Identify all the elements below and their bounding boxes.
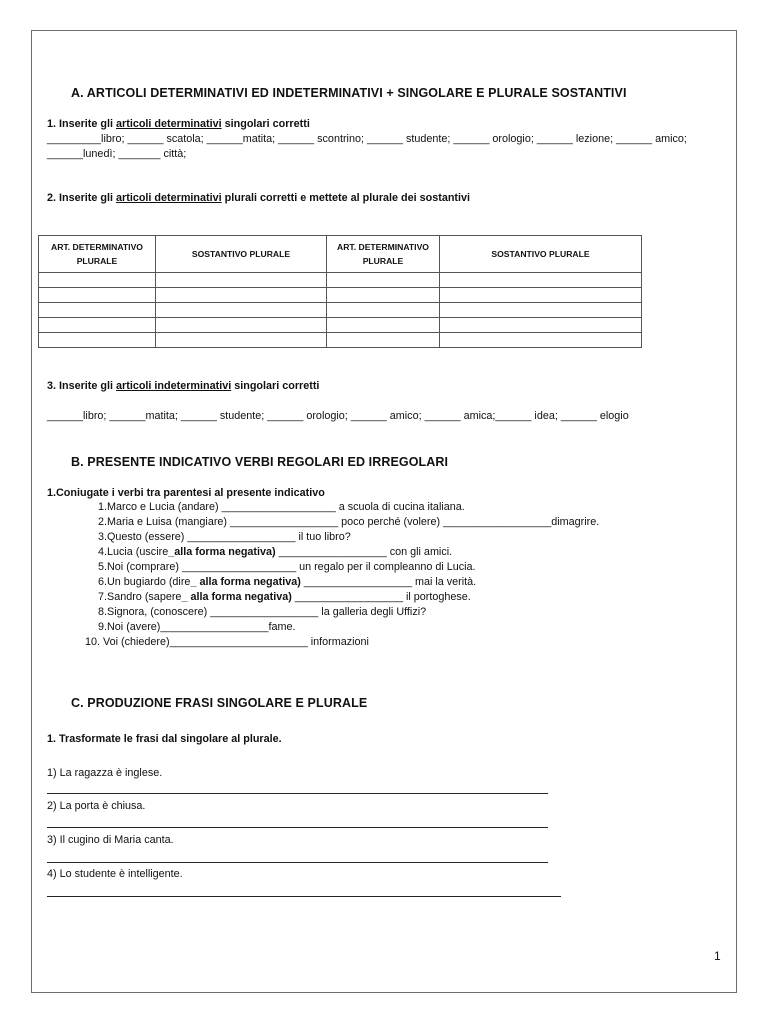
q-a1-highlight: articoli determinativi bbox=[116, 118, 222, 130]
item-text: Signora, (conoscere) __________________ la galleria degli Uffizi? bbox=[107, 606, 427, 618]
item-number: 2. bbox=[97, 516, 107, 528]
q-a3-prefix: 3. Inserite gli bbox=[47, 380, 117, 392]
item-text-post: __________________ con gli amici. bbox=[275, 546, 453, 558]
section-b-title: B. PRESENTE INDICATIVO VERBI REGOLARI ED IRREGOLARI bbox=[71, 455, 449, 469]
item-text-post: __________________ il portoghese. bbox=[291, 591, 471, 603]
item-text: Questo (essere) __________________ il tuo libro? bbox=[107, 531, 351, 543]
table-cell[interactable] bbox=[156, 273, 327, 288]
verb-exercise-list bbox=[40, 500, 600, 650]
question-a3-line: ______libro; ______matita; ______ studente; ______ orologio; ______ amico; ______ amica;______ idea; ______ elogio bbox=[47, 410, 629, 422]
table-cell[interactable] bbox=[327, 318, 440, 333]
question-b1-title: 1.Coniugate i verbi tra parentesi al presente indicativo bbox=[47, 487, 325, 499]
q-a2-suffix: plurali corretti e mettete al plurale dei sostantivi bbox=[221, 192, 471, 204]
q-a3-suffix: singolari corretti bbox=[231, 380, 320, 392]
table-cell[interactable] bbox=[327, 333, 440, 348]
list-item bbox=[40, 545, 453, 560]
answer-line-4[interactable] bbox=[47, 896, 561, 897]
table-cell[interactable] bbox=[156, 333, 327, 348]
list-item bbox=[40, 560, 476, 575]
item-number: 7. bbox=[97, 591, 107, 603]
question-a1-line1: _________libro; ______ scatola; ______matita; ______ scontrino; ______ studente; ______ orologio; ______ lezione; ______ amico; bbox=[47, 133, 687, 145]
item-text: Lucia (uscire bbox=[107, 546, 169, 558]
table-cell[interactable] bbox=[39, 303, 156, 318]
list-item bbox=[40, 500, 465, 515]
item-number: 9. bbox=[97, 621, 107, 633]
page-number: 1 bbox=[714, 949, 721, 963]
sentence-4: 4) Lo studente è intelligente. bbox=[47, 868, 183, 880]
item-text: Maria e Luisa (mangiare) __________________ poco perché (volere) __________________dimagrire. bbox=[107, 516, 600, 528]
table-cell[interactable] bbox=[327, 303, 440, 318]
question-c1-title: 1. Trasformate le frasi dal singolare al plurale. bbox=[47, 733, 282, 745]
table-cell[interactable] bbox=[440, 333, 642, 348]
item-text-post: __________________ mai la verità. bbox=[300, 576, 477, 588]
table-row bbox=[39, 288, 642, 303]
answer-line-1[interactable] bbox=[47, 793, 548, 794]
plural-table bbox=[38, 235, 642, 348]
table-header-cell: SOSTANTIVO PLURALE bbox=[156, 236, 327, 273]
item-number: 1. bbox=[97, 501, 107, 513]
item-number: 3. bbox=[97, 531, 107, 543]
q-a2-highlight: articoli determinativi bbox=[116, 192, 222, 204]
list-item bbox=[40, 575, 477, 590]
list-item bbox=[40, 530, 351, 545]
item-number: 6. bbox=[97, 576, 107, 588]
answer-line-3[interactable] bbox=[47, 862, 548, 863]
question-a3-title bbox=[47, 380, 319, 392]
table-header-cell: SOSTANTIVO PLURALE bbox=[440, 236, 642, 273]
item-number: 10. bbox=[84, 636, 100, 648]
table-cell[interactable] bbox=[39, 288, 156, 303]
question-a1-title bbox=[47, 118, 310, 130]
q-a1-suffix: singolari corretti bbox=[221, 118, 310, 130]
item-text: Sandro (sapere bbox=[107, 591, 182, 603]
table-header-cell: ART. DETERMINATIVO PLURALE bbox=[39, 236, 156, 273]
list-item bbox=[40, 620, 296, 635]
item-number: 8. bbox=[97, 606, 107, 618]
table-cell[interactable] bbox=[440, 288, 642, 303]
sentence-3: 3) Il cugino di Maria canta. bbox=[47, 834, 174, 846]
section-a-title: A. ARTICOLI DETERMINATIVI ED INDETERMINATIVI + SINGOLARE E PLURALE SOSTANTIVI bbox=[71, 86, 627, 100]
list-item bbox=[40, 635, 369, 650]
item-number: 4. bbox=[97, 546, 107, 558]
item-text: Noi (comprare) ___________________ un regalo per il compleanno di Lucia. bbox=[107, 561, 476, 573]
q-a2-prefix: 2. Inserite gli bbox=[47, 192, 117, 204]
question-a1-line2: ______lunedì; _______ città; bbox=[47, 148, 187, 160]
table-cell[interactable] bbox=[156, 318, 327, 333]
section-c-title: C. PRODUZIONE FRASI SINGOLARE E PLURALE bbox=[71, 696, 368, 710]
table-cell[interactable] bbox=[156, 288, 327, 303]
table-cell[interactable] bbox=[156, 303, 327, 318]
q-a3-highlight: articoli indeterminativi bbox=[116, 380, 232, 392]
q-a1-prefix: 1. Inserite gli bbox=[47, 118, 117, 130]
table-cell[interactable] bbox=[440, 318, 642, 333]
table-row bbox=[39, 333, 642, 348]
sentence-1: 1) La ragazza è inglese. bbox=[47, 767, 163, 779]
item-emphasis: _ alla forma negativa) bbox=[190, 576, 301, 588]
table-cell[interactable] bbox=[39, 333, 156, 348]
list-item bbox=[40, 605, 427, 620]
item-text: Voi (chiedere)_______________________ informazioni bbox=[103, 636, 369, 648]
answer-line-2[interactable] bbox=[47, 827, 548, 828]
item-text: Un bugiardo (dire bbox=[107, 576, 191, 588]
table-cell[interactable] bbox=[327, 273, 440, 288]
table-cell[interactable] bbox=[440, 303, 642, 318]
table-cell[interactable] bbox=[39, 318, 156, 333]
table-header-cell: ART. DETERMINATIVO PLURALE bbox=[327, 236, 440, 273]
question-a2-title bbox=[47, 192, 470, 204]
table-header-row bbox=[39, 236, 642, 273]
table-cell[interactable] bbox=[327, 288, 440, 303]
item-emphasis: _alla forma negativa) bbox=[168, 546, 276, 558]
table-cell[interactable] bbox=[39, 273, 156, 288]
sentence-2: 2) La porta è chiusa. bbox=[47, 800, 146, 812]
table-row bbox=[39, 303, 642, 318]
table-row bbox=[39, 273, 642, 288]
item-emphasis: _ alla forma negativa) bbox=[181, 591, 292, 603]
item-text: Noi (avere)__________________fame. bbox=[107, 621, 296, 633]
table-row bbox=[39, 318, 642, 333]
item-number: 5. bbox=[97, 561, 107, 573]
list-item bbox=[40, 515, 600, 530]
list-item bbox=[40, 590, 471, 605]
table-cell[interactable] bbox=[440, 273, 642, 288]
item-text: Marco e Lucia (andare) ___________________ a scuola di cucina italiana. bbox=[107, 501, 465, 513]
